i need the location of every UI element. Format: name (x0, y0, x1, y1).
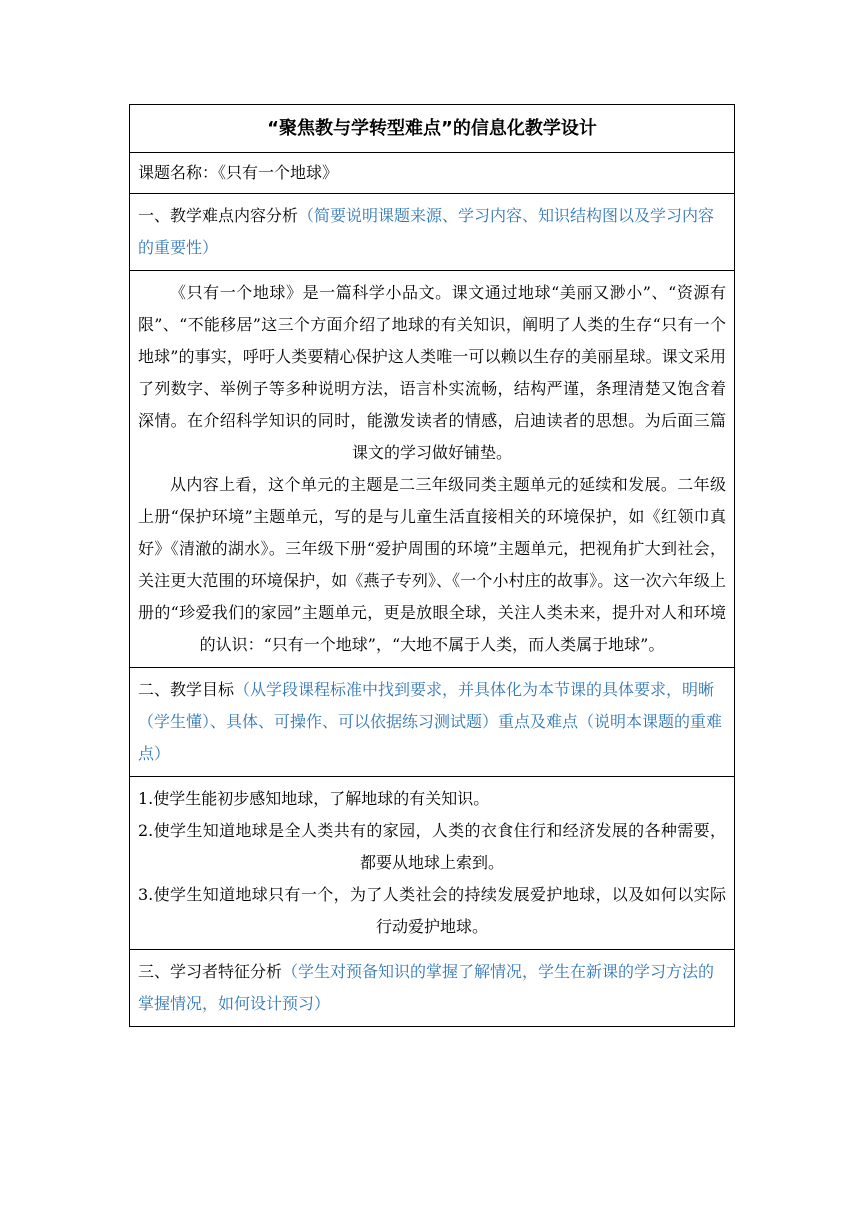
section2-body (130, 777, 735, 950)
goal-item-2: 2.使学生知道地球是全人类共有的家园，人类的衣食住行和经济发展的各种需要，都要从地球上索到。 (138, 821, 726, 872)
section1-paragraph-2: 从内容上看，这个单元的主题是二三年级同类主题单元的延续和发展。二年级上册“保护环境”主题单元，写的是与儿童生活直接相关的环境保护，如《红领巾真好》《清澈的湖水》。三年级下册“爱护周围的环境”主题单元，把视角扩大到社会，关注更大范围的环境保护，如《燕子专列》、《一个小村庄的故事》。这一次六年级上册的“珍爱我们的家园”主题单元，更是放眼全球，关注人类未来，提升对人和环境的认识：“只有一个地球”，“大地不属于人类，而人类属于地球”。 (138, 475, 726, 654)
section2-hint: （从学段课程标准中找到要求，并具体化为本节课的具体要求，明晰（学生懂）、具体、可操作、可以依据练习测试题）重点及难点（说明本课题的重难点） (138, 680, 723, 763)
section1-header-row (130, 194, 735, 271)
section1-body-row (130, 271, 735, 668)
goal-item-1: 1.使学生能初步感知地球，了解地球的有关知识。 (138, 789, 490, 808)
section3-heading: 三、学习者特征分析 (138, 962, 283, 981)
section2-heading: 二、教学目标 (138, 680, 235, 699)
section3-header-row (130, 950, 735, 1027)
section1-hint: （简要说明课题来源、学习内容、知识结构图以及学习内容的重要性） (138, 206, 715, 257)
course-row (130, 153, 735, 194)
section1-heading: 一、教学难点内容分析 (138, 206, 299, 225)
section1-body (130, 271, 735, 668)
section1-paragraph-1: 《只有一个地球》是一篇科学小品文。课文通过地球“美丽又渺小”、“资源有限”、“不能移居”这三个方面介绍了地球的有关知识，阐明了人类的生存“只有一个地球”的事实，呼吁人类要精心保护这人类唯一可以赖以生存的美丽星球。课文采用了列数字、举例子等多种说明方法，语言朴实流畅，结构严谨，条理清楚又饱含着深情。在介绍科学知识的同时，能激发读者的情感，启迪读者的思想。为后面三篇课文的学习做好铺垫。 (138, 283, 726, 462)
goal-item-3: 3.使学生知道地球只有一个，为了人类社会的持续发展爱护地球，以及如何以实际行动爱护地球。 (138, 885, 726, 936)
section2-header (130, 668, 735, 777)
section1-header (130, 194, 735, 271)
design-table (129, 104, 735, 1027)
section2-body-row (130, 777, 735, 950)
document-title: “聚焦教与学转型难点”的信息化教学设计 (130, 105, 735, 153)
course-name: 课题名称：《只有一个地球》 (130, 153, 735, 194)
section3-hint: （学生对预备知识的掌握了解情况，学生在新课的学习方法的掌握情况，如何设计预习） (138, 962, 715, 1013)
section2-header-row (130, 668, 735, 777)
section3-header (130, 950, 735, 1027)
title-row (130, 105, 735, 153)
